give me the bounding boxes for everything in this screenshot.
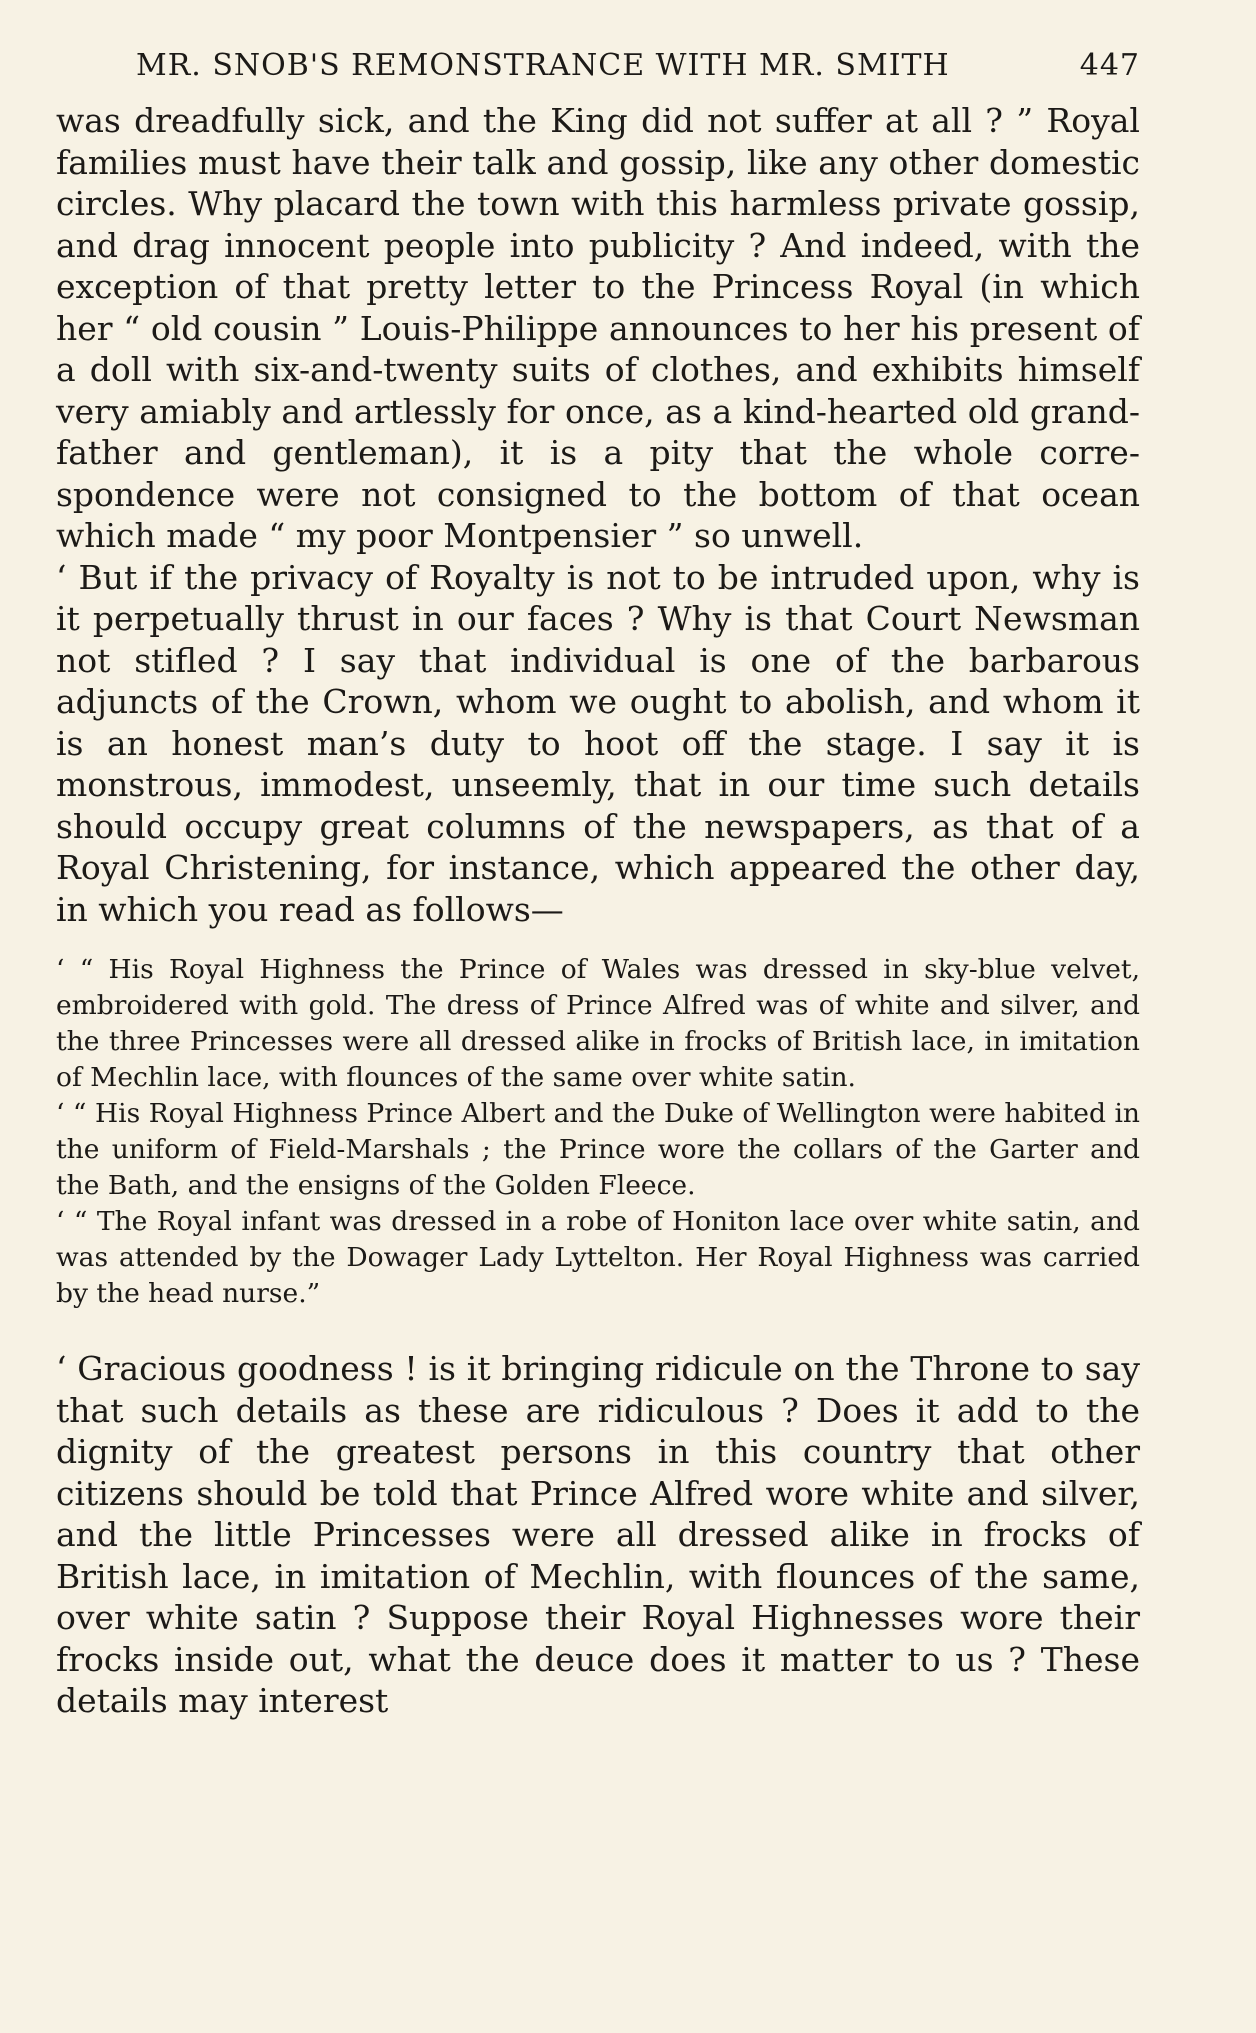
quote-paragraph-2: ‘ “ His Royal Highness Prince Albert and the Duke of Wellington were habited in the uniform of Field-Marshals ; the Prince wore the collars of the Garter and the Bath, and the ensigns of the Golden Fleece. [56,1098,1140,1201]
paragraph-3: ‘ Gracious goodness ! is it bringing ridicule on the Throne to say that such details as these are ridiculous ? Does it add to the dignity of the greatest persons in this country that other citizens should be told that Prince Alfred wore white and silver, and the little Princesses were all dressed alike in frocks of British lace, in imitation of Mechlin, with flounces of the same, over white satin ? Suppose their Royal Highnesses wore their frocks inside out, what the deuce does it matter to us ? These details may interest [56,1349,1140,1720]
paragraph-2: ‘ But if the privacy of Royalty is not to be intruded upon, why is it perpetually thrust in our faces ? Why is that Court Newsman not stifled ? I say that individual is one of the barbarous adjuncts of the Crown, whom we ought to abolish, and whom it is an honest man’s duty to hoot off the stage. I say it is monstrous, immodest, unseemly, that in our time such details should occupy great columns of the newspapers, as that of a Royal Christening, for instance, which appeared the other day, in which you read as follows— [56,557,1140,929]
quote-paragraph-1: ‘ “ His Royal Highness the Prince of Wales was dressed in sky-blue velvet, embroidered with gold. The dress of Prince Alfred was of white and silver, and the three Princesses were all dressed alike in frocks of British lace, in imitation of Mechlin lace, with flounces of the same over white satin. [56,954,1140,1093]
block-quote [56,952,1140,1312]
book-page [56,40,1140,1722]
running-head-title: MR. SNOB'S REMONSTRANCE WITH MR. SMITH [136,48,950,83]
quote-paragraph-3: ‘ “ The Royal infant was dressed in a robe of Honiton lace over white satin, and was attended by the Dowager Lady Lyttelton. Her Royal Highness was carried by the head nurse.” [56,1206,1140,1309]
page-number: 447 [1079,48,1140,83]
paragraph-1: was dreadfully sick, and the King did not suffer at all ? ” Royal families must have their talk and gossip, like any other domestic circles. Why placard the town with this harmless private gossip, and drag innocent people into publicity ? And indeed, with the exception of that pretty letter to the Princess Royal (in which her “ old cousin ” Louis-Philippe announces to her his present of a doll with six-and-twenty suits of clothes, and exhibits himself very amiably and artlessly for once, as a kind-hearted old grandfather and gentleman), it is a pity that the whole correspondence were not consigned to the bottom of that ocean which made “ my poor Montpensier ” so unwell. [56,101,1140,555]
running-head [56,40,1140,92]
